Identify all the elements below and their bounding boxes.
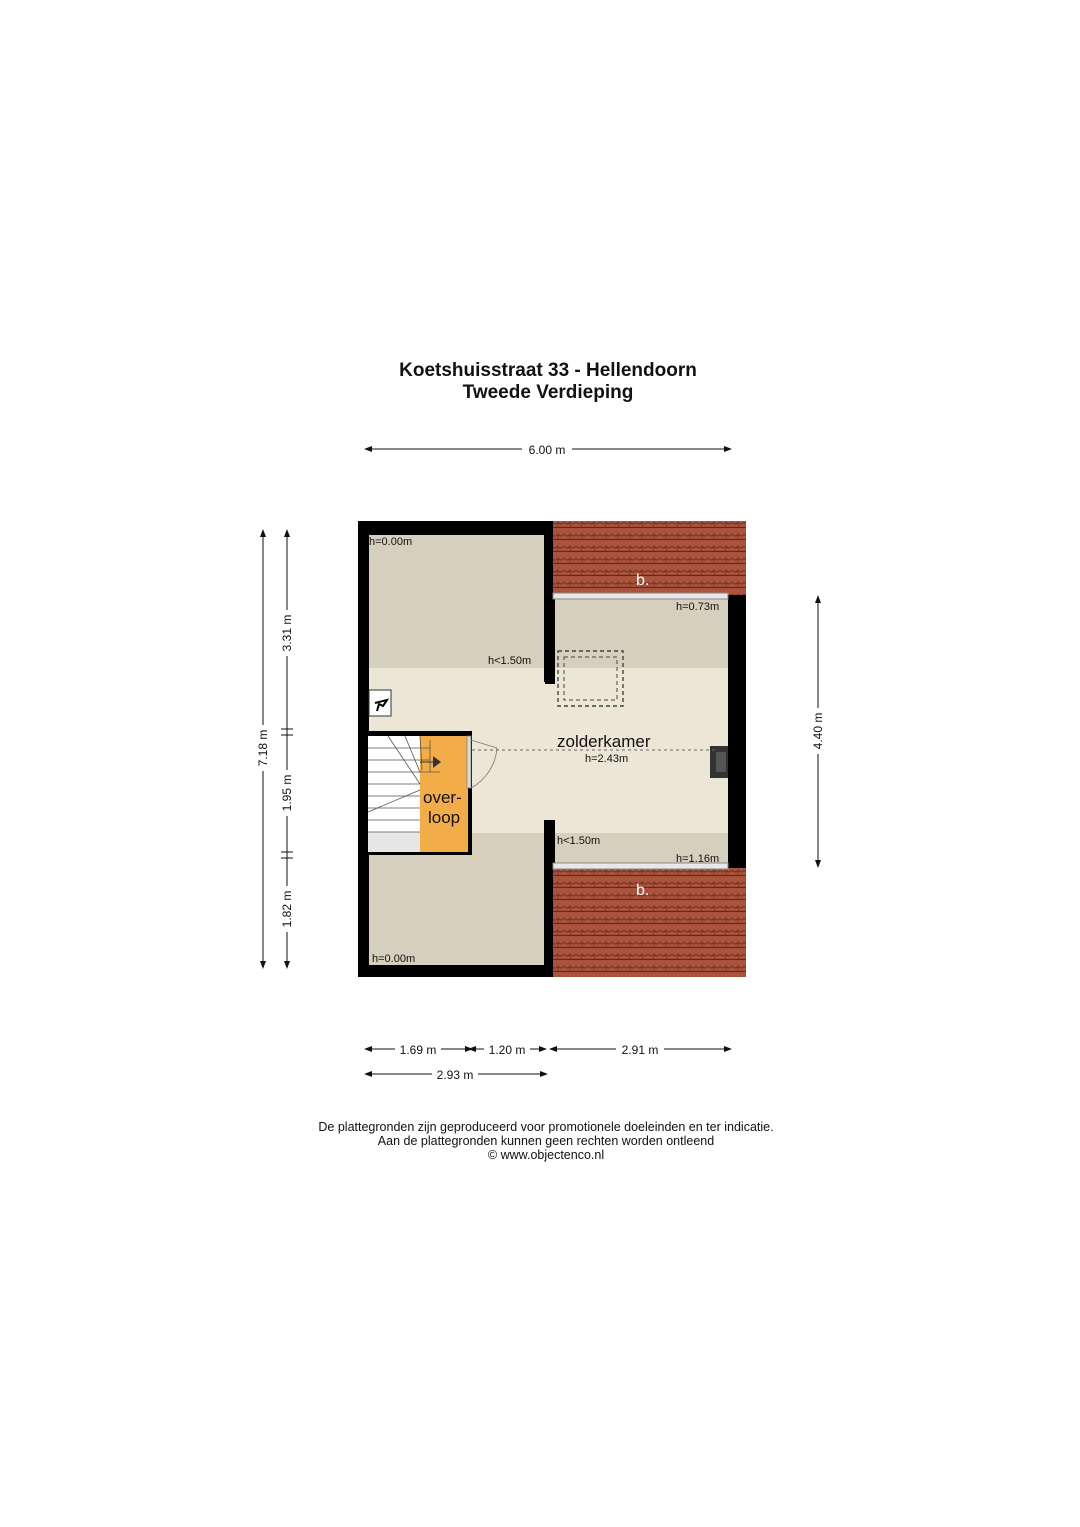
roof-tiles-bottom — [553, 868, 746, 977]
disclaimer-line-2: Aan de plattegronden kunnen geen rechten worden ontleend — [377, 1134, 715, 1148]
dim-right-label: 4.40 m — [811, 712, 825, 750]
dim-bottom-total-label: 2.93 m — [436, 1068, 474, 1082]
dim-bottom-c-label: 2.91 m — [621, 1043, 659, 1057]
roof-label-bottom: b. — [636, 882, 650, 899]
height-right-bottom: h=1.16m — [676, 853, 720, 865]
dim-top-label: 6.00 m — [528, 443, 566, 457]
copyright: © www.objectenco.nl — [487, 1148, 605, 1162]
stair-landing-shade — [368, 832, 422, 852]
room-name-zolderkamer: zolderkamer — [557, 732, 651, 751]
dim-left-top-label: 3.31 m — [280, 614, 294, 652]
height-right-top: h=0.73m — [676, 601, 720, 613]
left-floor-top — [369, 535, 544, 668]
height-left-top: h=0.00m — [369, 536, 413, 548]
window-top — [553, 593, 728, 599]
roof-tiles-top — [553, 521, 746, 595]
heating-fixture — [369, 690, 391, 716]
height-left-mid: h<1.50m — [488, 655, 532, 667]
room-name-overloop-1: over- — [423, 788, 462, 807]
page-title: Koetshuisstraat 33 - Hellendoorn — [399, 360, 697, 381]
dim-left-bottom-label: 1.82 m — [280, 890, 294, 928]
dim-bottom-a-label: 1.69 m — [399, 1043, 437, 1057]
height-left-bottom: h=0.00m — [372, 953, 416, 965]
dim-bottom-b-label: 1.20 m — [488, 1043, 526, 1057]
height-right-bottom-left: h<1.50m — [557, 835, 601, 847]
dim-left-total-label: 7.18 m — [256, 729, 270, 767]
room-name-overloop-2: loop — [428, 808, 461, 827]
page-subtitle: Tweede Verdieping — [462, 382, 634, 403]
dim-left-mid-label: 1.95 m — [280, 774, 294, 812]
disclaimer-line-1: De plattegronden zijn geproduceerd voor promotionele doeleinden en ter indicatie. — [318, 1120, 774, 1134]
roof-label-top: b. — [636, 572, 650, 589]
room-height-zolderkamer: h=2.43m — [585, 753, 629, 765]
